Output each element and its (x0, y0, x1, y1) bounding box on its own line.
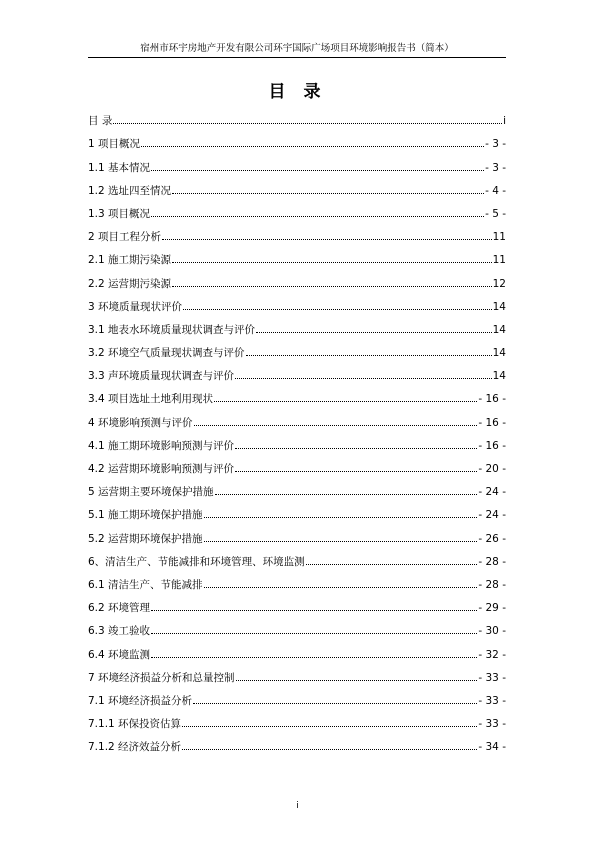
toc-entry[interactable] (88, 106, 506, 129)
toc-entry-label: 4.1 施工期环境影响预测与评价 (88, 439, 235, 452)
toc-entry-label: 6.1 清洁生产、节能减排 (88, 578, 203, 591)
toc-entry-page: - 34 - (478, 741, 506, 754)
toc-entry[interactable] (88, 338, 506, 361)
toc-entry-page: - 4 - (485, 184, 506, 197)
toc-entry-page: - 29 - (478, 602, 506, 615)
toc-dot-leader (151, 633, 477, 634)
toc-entry-label: 3.3 声环境质量现状调查与评价 (88, 370, 235, 383)
toc-entry-page: - 26 - (478, 532, 506, 545)
toc-entry-label: 6、清洁生产、节能减排和环境管理、环境监测 (88, 555, 305, 568)
toc-entry-page: 12 (492, 277, 506, 290)
toc-entry[interactable] (88, 523, 506, 546)
toc-entry[interactable] (88, 152, 506, 175)
table-of-contents (88, 106, 506, 755)
toc-dot-leader (246, 355, 492, 356)
toc-entry-label: 6.3 竣工验收 (88, 625, 151, 638)
toc-entry-page: - 28 - (478, 555, 506, 568)
toc-entry-page: - 24 - (478, 509, 506, 522)
toc-dot-leader (151, 657, 477, 658)
toc-dot-leader (182, 726, 477, 727)
toc-dot-leader (194, 425, 478, 426)
toc-entry[interactable] (88, 292, 506, 315)
toc-entry-label: 2.2 运营期污染源 (88, 277, 172, 290)
toc-entry[interactable] (88, 129, 506, 152)
toc-entry-label: 3 环境质量现状评价 (88, 300, 183, 313)
toc-entry-page: 11 (492, 254, 506, 267)
toc-entry-label: 1 项目概况 (88, 138, 141, 151)
toc-dot-leader (204, 541, 478, 542)
toc-dot-leader (235, 448, 477, 449)
toc-entry-label: 5.1 施工期环境保护措施 (88, 509, 203, 522)
toc-entry[interactable] (88, 431, 506, 454)
toc-entry-page: 11 (492, 231, 506, 244)
toc-entry[interactable] (88, 547, 506, 570)
toc-dot-leader (151, 216, 484, 217)
toc-dot-leader (162, 239, 492, 240)
running-header: 宿州市环宇房地产开发有限公司环宇国际广场项目环境影响报告书（简本） (88, 40, 506, 58)
toc-entry[interactable] (88, 686, 506, 709)
toc-dot-leader (172, 286, 492, 287)
toc-entry[interactable] (88, 407, 506, 430)
toc-dot-leader (215, 494, 478, 495)
toc-entry-page: i (503, 115, 506, 128)
toc-entry-label: 1.3 项目概况 (88, 207, 151, 220)
toc-entry-page: - 3 - (485, 161, 506, 174)
toc-entry[interactable] (88, 639, 506, 662)
toc-entry[interactable] (88, 593, 506, 616)
toc-entry[interactable] (88, 500, 506, 523)
toc-entry-page: - 33 - (478, 671, 506, 684)
toc-entry-label: 2 项目工程分析 (88, 231, 162, 244)
toc-entry[interactable] (88, 361, 506, 384)
toc-dot-leader (193, 703, 477, 704)
toc-entry[interactable] (88, 315, 506, 338)
toc-dot-leader (256, 332, 492, 333)
toc-entry-page: - 24 - (478, 486, 506, 499)
page-number: i (296, 801, 299, 811)
toc-entry-page: - 20 - (478, 463, 506, 475)
toc-entry[interactable] (88, 199, 506, 222)
toc-entry-label: 4.2 运营期环境影响预测与评价 (88, 463, 235, 475)
toc-entry-page: - 16 - (478, 393, 506, 406)
toc-entry-page: - 16 - (478, 416, 506, 429)
toc-entry[interactable] (88, 176, 506, 199)
toc-entry[interactable] (88, 454, 506, 477)
toc-entry[interactable] (88, 477, 506, 500)
toc-entry-label: 2.1 施工期污染源 (88, 254, 172, 267)
toc-entry-page: 14 (492, 347, 506, 360)
toc-entry-page: - 32 - (478, 648, 506, 661)
toc-entry-label: 3.2 环境空气质量现状调查与评价 (88, 347, 245, 360)
toc-entry-label: 5 运营期主要环境保护措施 (88, 486, 214, 499)
toc-entry-page: - 28 - (478, 578, 506, 591)
toc-entry-page: - 33 - (478, 694, 506, 707)
toc-dot-leader (172, 262, 492, 263)
toc-entry-label: 4 环境影响预测与评价 (88, 416, 193, 429)
toc-entry[interactable] (88, 268, 506, 291)
toc-dot-leader (204, 587, 478, 588)
toc-dot-leader (235, 378, 492, 379)
toc-title: 目 录 (268, 82, 327, 102)
toc-entry[interactable] (88, 709, 506, 732)
toc-entry-label: 目 录 (88, 115, 113, 128)
toc-dot-leader (235, 471, 477, 472)
toc-entry-label: 3.1 地表水环境质量现状调查与评价 (88, 323, 256, 336)
toc-entry-page: - 33 - (478, 718, 506, 731)
toc-dot-leader (306, 564, 478, 565)
toc-entry[interactable] (88, 732, 506, 755)
toc-entry-label: 6.4 环境监测 (88, 648, 151, 661)
toc-dot-leader (183, 309, 492, 310)
toc-dot-leader (151, 610, 477, 611)
toc-entry-page: 14 (492, 370, 506, 383)
toc-entry-page: - 30 - (478, 625, 506, 638)
toc-entry[interactable] (88, 384, 506, 407)
toc-entry-label: 7.1.2 经济效益分析 (88, 741, 182, 754)
toc-dot-leader (113, 123, 502, 124)
toc-dot-leader (182, 749, 477, 750)
toc-entry-label: 7.1.1 环保投资估算 (88, 718, 182, 731)
toc-entry-page: 14 (492, 300, 506, 313)
toc-dot-leader (204, 517, 478, 518)
toc-entry[interactable] (88, 222, 506, 245)
toc-entry[interactable] (88, 245, 506, 268)
toc-entry-label: 7 环境经济损益分析和总量控制 (88, 671, 235, 684)
toc-dot-leader (141, 146, 484, 147)
toc-entry[interactable] (88, 663, 506, 686)
toc-entry-page: - 3 - (485, 138, 506, 151)
toc-dot-leader (236, 680, 478, 681)
toc-entry-label: 7.1 环境经济损益分析 (88, 694, 193, 707)
toc-entry-page: - 16 - (478, 439, 506, 452)
toc-entry-page: 14 (492, 323, 506, 336)
toc-entry[interactable] (88, 616, 506, 639)
toc-dot-leader (151, 170, 484, 171)
toc-dot-leader (214, 401, 477, 402)
toc-entry-label: 6.2 环境管理 (88, 602, 151, 615)
toc-entry-label: 1.1 基本情况 (88, 161, 151, 174)
toc-entry-label: 5.2 运营期环境保护措施 (88, 532, 203, 545)
toc-entry[interactable] (88, 570, 506, 593)
toc-entry-label: 1.2 选址四至情况 (88, 184, 172, 197)
toc-entry-page: - 5 - (485, 207, 506, 220)
toc-entry-label: 3.4 项目选址土地利用现状 (88, 393, 214, 406)
toc-dot-leader (172, 193, 484, 194)
